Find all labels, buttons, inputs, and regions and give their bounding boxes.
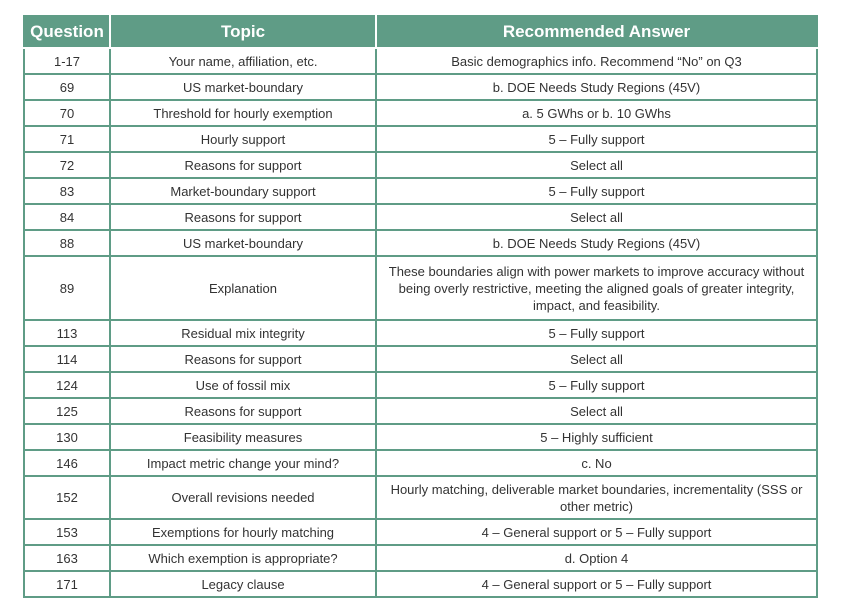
cell-topic: US market-boundary bbox=[110, 230, 376, 256]
cell-question: 153 bbox=[24, 519, 110, 545]
cell-topic: Market-boundary support bbox=[110, 178, 376, 204]
cell-topic: Explanation bbox=[110, 256, 376, 320]
table-row bbox=[24, 74, 817, 100]
cell-question: 88 bbox=[24, 230, 110, 256]
cell-question: 152 bbox=[24, 476, 110, 519]
cell-topic: Threshold for hourly exemption bbox=[110, 100, 376, 126]
recommendations-table-container bbox=[23, 15, 816, 598]
table-row bbox=[24, 178, 817, 204]
cell-question: 89 bbox=[24, 256, 110, 320]
header-question: Question bbox=[24, 16, 110, 48]
table-row bbox=[24, 372, 817, 398]
cell-question: 69 bbox=[24, 74, 110, 100]
cell-answer: c. No bbox=[376, 450, 817, 476]
cell-answer: Hourly matching, deliverable market boundaries, incrementality (SSS or other metric) bbox=[376, 476, 817, 519]
cell-topic: Reasons for support bbox=[110, 204, 376, 230]
cell-topic: Reasons for support bbox=[110, 346, 376, 372]
cell-answer: 5 – Fully support bbox=[376, 320, 817, 346]
cell-topic: Residual mix integrity bbox=[110, 320, 376, 346]
cell-topic: Impact metric change your mind? bbox=[110, 450, 376, 476]
header-recommended-answer: Recommended Answer bbox=[376, 16, 817, 48]
cell-question: 146 bbox=[24, 450, 110, 476]
recommendations-table bbox=[23, 15, 818, 598]
cell-answer: Select all bbox=[376, 152, 817, 178]
cell-answer: Select all bbox=[376, 398, 817, 424]
cell-question: 113 bbox=[24, 320, 110, 346]
table-row bbox=[24, 476, 817, 519]
table-row bbox=[24, 346, 817, 372]
table-row bbox=[24, 545, 817, 571]
cell-topic: Overall revisions needed bbox=[110, 476, 376, 519]
cell-question: 114 bbox=[24, 346, 110, 372]
cell-answer: 5 – Fully support bbox=[376, 372, 817, 398]
cell-question: 171 bbox=[24, 571, 110, 597]
cell-question: 72 bbox=[24, 152, 110, 178]
cell-answer: 5 – Fully support bbox=[376, 126, 817, 152]
cell-question: 130 bbox=[24, 424, 110, 450]
cell-question: 1-17 bbox=[24, 48, 110, 74]
cell-question: 163 bbox=[24, 545, 110, 571]
cell-answer: a. 5 GWhs or b. 10 GWhs bbox=[376, 100, 817, 126]
table-row bbox=[24, 571, 817, 597]
table-row bbox=[24, 126, 817, 152]
table-body bbox=[24, 48, 817, 597]
cell-topic: Use of fossil mix bbox=[110, 372, 376, 398]
table-row bbox=[24, 320, 817, 346]
cell-topic: Hourly support bbox=[110, 126, 376, 152]
cell-answer: b. DOE Needs Study Regions (45V) bbox=[376, 74, 817, 100]
cell-question: 71 bbox=[24, 126, 110, 152]
table-row bbox=[24, 519, 817, 545]
table-header bbox=[24, 16, 817, 48]
cell-answer: b. DOE Needs Study Regions (45V) bbox=[376, 230, 817, 256]
cell-answer: 4 – General support or 5 – Fully support bbox=[376, 519, 817, 545]
cell-topic: Reasons for support bbox=[110, 398, 376, 424]
cell-topic: Reasons for support bbox=[110, 152, 376, 178]
cell-answer: d. Option 4 bbox=[376, 545, 817, 571]
table-row bbox=[24, 204, 817, 230]
cell-answer: Basic demographics info. Recommend “No” on Q3 bbox=[376, 48, 817, 74]
cell-answer: 4 – General support or 5 – Fully support bbox=[376, 571, 817, 597]
cell-answer: 5 – Highly sufficient bbox=[376, 424, 817, 450]
table-row bbox=[24, 256, 817, 320]
cell-topic: Feasibility measures bbox=[110, 424, 376, 450]
cell-topic: Which exemption is appropriate? bbox=[110, 545, 376, 571]
cell-question: 70 bbox=[24, 100, 110, 126]
cell-question: 84 bbox=[24, 204, 110, 230]
cell-answer: 5 – Fully support bbox=[376, 178, 817, 204]
cell-topic: Your name, affiliation, etc. bbox=[110, 48, 376, 74]
cell-answer: Select all bbox=[376, 346, 817, 372]
cell-topic: Legacy clause bbox=[110, 571, 376, 597]
cell-question: 83 bbox=[24, 178, 110, 204]
cell-answer: These boundaries align with power markets to improve accuracy without being overly restrictive, meeting the aligned goals of greater integrity, impact, and feasibility. bbox=[376, 256, 817, 320]
table-row bbox=[24, 230, 817, 256]
cell-answer: Select all bbox=[376, 204, 817, 230]
cell-topic: US market-boundary bbox=[110, 74, 376, 100]
header-row bbox=[24, 16, 817, 48]
table-row bbox=[24, 398, 817, 424]
cell-topic: Exemptions for hourly matching bbox=[110, 519, 376, 545]
cell-question: 124 bbox=[24, 372, 110, 398]
table-row bbox=[24, 424, 817, 450]
table-row bbox=[24, 100, 817, 126]
table-row bbox=[24, 48, 817, 74]
table-row bbox=[24, 450, 817, 476]
header-topic: Topic bbox=[110, 16, 376, 48]
table-row bbox=[24, 152, 817, 178]
cell-question: 125 bbox=[24, 398, 110, 424]
